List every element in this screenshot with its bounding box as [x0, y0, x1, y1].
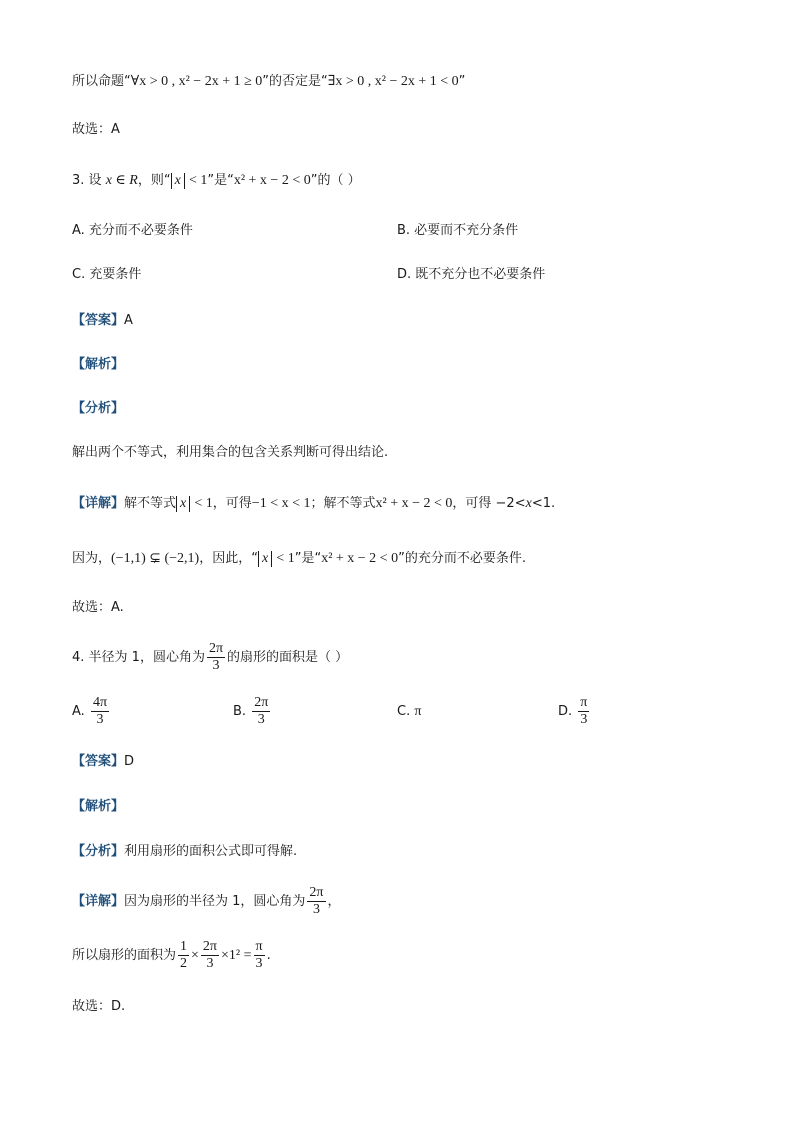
- absolute-value: x: [176, 496, 190, 512]
- numerator: 2π: [208, 641, 224, 656]
- text: 解不等式: [124, 496, 177, 511]
- math-expression: −1 < x < 1: [251, 496, 311, 511]
- answer-tag: 【答案】: [72, 754, 125, 769]
- denominator: 3: [312, 902, 320, 917]
- text: ，: [327, 894, 341, 909]
- denominator: 3: [255, 956, 263, 971]
- detail-text: 因为扇形的半径为 1，圆心角为: [124, 894, 306, 909]
- q4-final: 故选：D.: [72, 999, 126, 1014]
- numerator: 1: [180, 939, 188, 954]
- fraction: [578, 695, 589, 728]
- fraction: [252, 695, 270, 728]
- reasoning-tag: 【分析】: [72, 844, 125, 859]
- option-b: B. 必要而不充分条件: [397, 223, 519, 238]
- math-expression: ×1² =: [221, 948, 252, 963]
- fraction: [201, 939, 219, 972]
- math-expression: < 1: [276, 551, 295, 566]
- option-c: C. 充要条件: [72, 267, 142, 282]
- fraction: [178, 939, 189, 972]
- text: 所以命题“: [72, 74, 131, 89]
- numerator: π: [255, 939, 263, 954]
- numerator: π: [580, 695, 588, 710]
- answer-value: D: [124, 754, 135, 769]
- detail-tag: 【详解】: [72, 496, 125, 511]
- q4-area-formula: [72, 938, 271, 974]
- q3-because: [72, 549, 526, 569]
- answer-value: A: [124, 313, 133, 328]
- absolute-value: x: [171, 173, 185, 189]
- question-text: 4. 半径为 1，圆心角为: [72, 650, 205, 665]
- q4-option-b: [233, 694, 272, 730]
- text: 所以扇形的面积为: [72, 948, 177, 963]
- option-label: A.: [72, 704, 85, 719]
- question-number: 3. 设: [72, 173, 102, 188]
- q4-option-d: [558, 694, 591, 730]
- q3-detail: [72, 494, 555, 514]
- q4-detail: [72, 884, 341, 920]
- math-operator: ×: [191, 948, 199, 963]
- question-3: [72, 171, 361, 191]
- q3-final: 故选：A.: [72, 600, 124, 615]
- text: ”的充分而不必要条件.: [398, 551, 526, 566]
- analysis-tag: 【解析】: [72, 799, 125, 814]
- option-label: C.: [397, 704, 411, 719]
- text: ”的否定是“: [262, 74, 328, 89]
- q4-reasoning: [72, 842, 297, 862]
- math-expression: (−1,1) ⊊ (−2,1): [111, 551, 200, 566]
- q4-option-a: [72, 694, 111, 730]
- denominator: 3: [206, 956, 214, 971]
- math-expression: x² + x − 2 < 0: [375, 496, 453, 511]
- text: .: [266, 948, 271, 963]
- math-expression: x ∈ R: [105, 173, 138, 188]
- fraction: [207, 641, 225, 674]
- analysis-tag: 【解析】: [72, 357, 125, 372]
- numerator: 2π: [309, 885, 324, 900]
- math-expression: < 1: [188, 173, 208, 188]
- answer-choice-line: 故选：A: [72, 122, 120, 137]
- math-variable: x: [525, 496, 532, 511]
- numerator: 2π: [254, 695, 269, 710]
- text: 因为，: [72, 551, 112, 566]
- q4-answer: [72, 752, 134, 772]
- text: ”的（ ）: [310, 173, 361, 188]
- denominator: 3: [580, 712, 588, 727]
- text: <1.: [531, 496, 556, 511]
- absolute-value: x: [258, 551, 272, 567]
- q4-option-c: [397, 702, 421, 722]
- text: ”是“: [207, 173, 234, 188]
- denominator: 3: [257, 712, 265, 727]
- text: ，因此，“: [199, 551, 258, 566]
- math-expression: ∀x > 0 , x² − 2x + 1 ≥ 0: [130, 74, 263, 89]
- option-d: D. 既不充分也不必要条件: [397, 267, 546, 282]
- option-value: π: [414, 704, 422, 719]
- reasoning-text: 解出两个不等式，利用集合的包含关系判断可得出结论.: [72, 445, 389, 460]
- math-expression: x² + x − 2 < 0: [321, 551, 399, 566]
- answer-tag: 【答案】: [72, 313, 125, 328]
- numerator: 4π: [92, 695, 108, 710]
- math-expression: < 1: [194, 496, 213, 511]
- denominator: 3: [212, 658, 220, 673]
- denominator: 2: [180, 956, 188, 971]
- option-a: A. 充分而不必要条件: [72, 223, 193, 238]
- fraction: [91, 695, 109, 728]
- question-4: [72, 640, 348, 676]
- detail-tag: 【详解】: [72, 894, 125, 909]
- reasoning-tag: 【分析】: [72, 401, 125, 416]
- question-text: 的扇形的面积是（ ）: [227, 650, 349, 665]
- fraction: [254, 939, 265, 972]
- text: ，可得: [212, 496, 252, 511]
- reasoning-text: 利用扇形的面积公式即可得解.: [124, 844, 298, 859]
- option-label: B.: [233, 704, 247, 719]
- text: ，可得 −2<: [452, 496, 526, 511]
- text: ”: [458, 74, 466, 89]
- text: ；解不等式: [310, 496, 376, 511]
- q3-answer: [72, 311, 133, 331]
- fraction: [307, 885, 325, 918]
- math-expression: ∃x > 0 , x² − 2x + 1 < 0: [327, 74, 459, 89]
- option-label: D.: [558, 704, 573, 719]
- denominator: 3: [96, 712, 104, 727]
- text: ”是“: [294, 551, 322, 566]
- negation-line: [72, 72, 465, 92]
- text: ，则“: [137, 173, 171, 188]
- numerator: 2π: [202, 939, 217, 954]
- math-expression: x² + x − 2 < 0: [233, 173, 311, 188]
